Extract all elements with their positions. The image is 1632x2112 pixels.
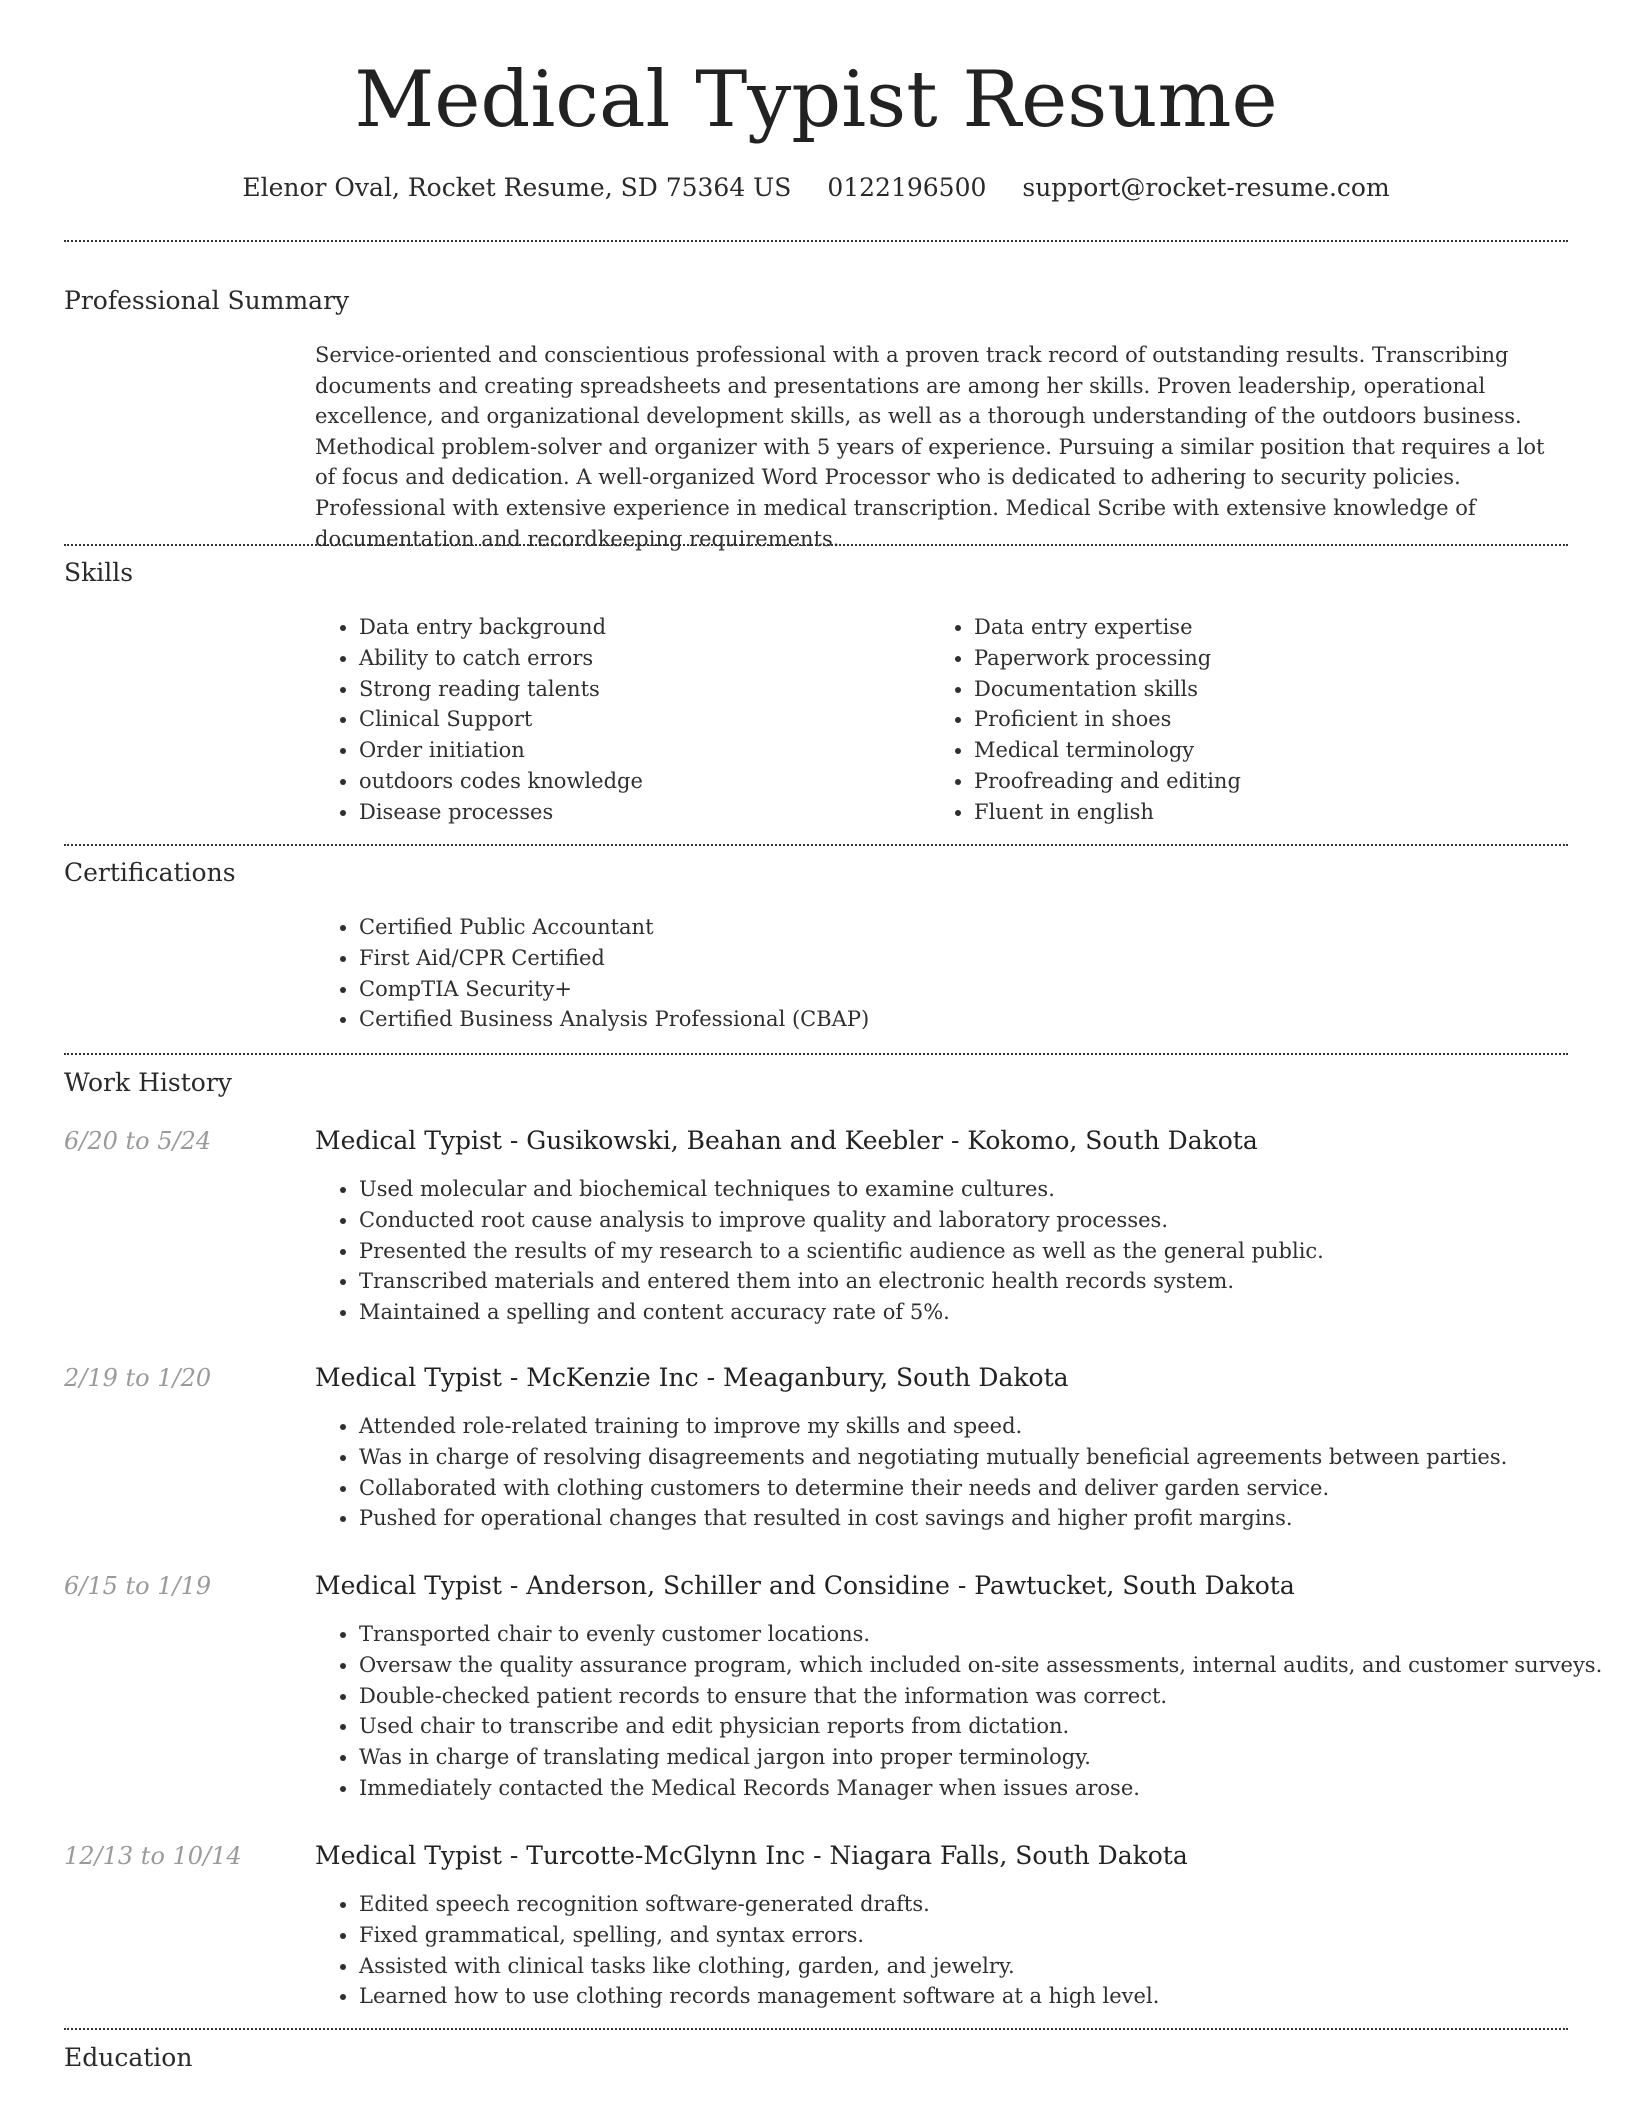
job-title: Medical Typist - Gusikowski, Beahan and Keebler - Kokomo, South Dakota <box>315 1126 1258 1155</box>
skill-item: • Paperwork processing <box>974 643 1564 674</box>
certification-item: • Certified Business Analysis Professional (CBAP) <box>359 1004 1359 1035</box>
job-dates: 2/19 to 1/20 <box>64 1364 212 1392</box>
certification-item: • First Aid/CPR Certified <box>359 943 1359 974</box>
skill-item: • Data entry expertise <box>974 612 1564 643</box>
job-bullet: • Pushed for operational changes that resulted in cost savings and higher profit margins. <box>359 1503 1609 1534</box>
summary-text: Service-oriented and conscientious professional with a proven track record of outstanding results. Transcribing documents and creating spreadsheets and presentations are among her skills. Proven leadership, operational excellence, and organizational development skills, as well as a thorough understanding of the outdoors business. Methodical problem-solver and organizer with 5 years of experience. Pursuing a similar position that requires a lot of focus and dedication. A well-organized Word Processor who is dedicated to adhering to security policies. Professional with extensive experience in medical transcription. Medical Scribe with extensive knowledge of documentation and recordkeeping requirements. <box>315 343 1545 551</box>
job-bullet: • Collaborated with clothing customers to determine their needs and deliver garden service. <box>359 1473 1609 1504</box>
job-title: Medical Typist - McKenzie Inc - Meaganbury, South Dakota <box>315 1363 1069 1392</box>
certifications-list <box>315 912 1359 1035</box>
resume-page <box>64 0 1603 2112</box>
job-bullets <box>315 1411 1609 1534</box>
contact-line <box>64 170 1568 206</box>
resume-title: Medical Typist Resume <box>354 55 1278 145</box>
skill-item: • Strong reading talents <box>359 674 929 705</box>
job-bullet: • Attended role-related training to improve my skills and speed. <box>359 1411 1609 1442</box>
job-bullet: • Oversaw the quality assurance program, which included on-site assessments, internal audits, and customer surveys. <box>359 1650 1609 1681</box>
section-divider <box>64 1053 1568 1055</box>
skill-item: • Data entry background <box>359 612 929 643</box>
job-dates: 12/13 to 10/14 <box>64 1842 242 1870</box>
job-bullet: • Fixed grammatical, spelling, and syntax errors. <box>359 1920 1609 1951</box>
job-bullet: • Transcribed materials and entered them into an electronic health records system. <box>359 1266 1609 1297</box>
skill-item: • Proofreading and editing <box>974 766 1564 797</box>
section-divider <box>64 544 1568 546</box>
contact-address: Elenor Oval, Rocket Resume, SD 75364 US <box>242 173 792 202</box>
skill-item: • Order initiation <box>359 735 929 766</box>
contact-email: support@rocket-resume.com <box>1022 173 1390 202</box>
section-divider <box>64 844 1568 846</box>
job-bullets <box>315 1619 1609 1804</box>
job-bullets <box>315 1174 1609 1328</box>
job-bullet: • Was in charge of resolving disagreements and negotiating mutually beneficial agreements between parties. <box>359 1442 1609 1473</box>
skill-item: • outdoors codes knowledge <box>359 766 929 797</box>
job-bullet: • Used molecular and biochemical techniques to examine cultures. <box>359 1174 1609 1205</box>
skill-item: • Documentation skills <box>974 674 1564 705</box>
section-divider <box>64 2028 1568 2030</box>
skills-list-right <box>930 612 1564 828</box>
job-bullet: • Transported chair to evenly customer locations. <box>359 1619 1609 1650</box>
skill-item: • Proficient in shoes <box>974 704 1564 735</box>
summary-heading: Professional Summary <box>64 286 350 315</box>
job-dates: 6/20 to 5/24 <box>64 1127 212 1155</box>
job-bullet: • Edited speech recognition software-generated drafts. <box>359 1889 1609 1920</box>
job-dates: 6/15 to 1/19 <box>64 1572 212 1600</box>
job-bullet: • Presented the results of my research to a scientific audience as well as the general public. <box>359 1236 1609 1267</box>
certification-item: • CompTIA Security+ <box>359 974 1359 1005</box>
skill-item: • Disease processes <box>359 797 929 828</box>
certification-item: • Certified Public Accountant <box>359 912 1359 943</box>
skill-item: • Ability to catch errors <box>359 643 929 674</box>
job-bullet: • Maintained a spelling and content accuracy rate of 5%. <box>359 1297 1609 1328</box>
work-history-heading: Work History <box>64 1068 232 1097</box>
skills-list-left <box>315 612 929 828</box>
job-title: Medical Typist - Turcotte-McGlynn Inc - Niagara Falls, South Dakota <box>315 1841 1188 1870</box>
section-divider <box>64 240 1568 242</box>
education-heading: Education <box>64 2043 193 2072</box>
job-bullet: • Used chair to transcribe and edit physician reports from dictation. <box>359 1711 1609 1742</box>
job-bullet: • Learned how to use clothing records management software at a high level. <box>359 1981 1609 2012</box>
skill-item: • Clinical Support <box>359 704 929 735</box>
job-bullet: • Assisted with clinical tasks like clothing, garden, and jewelry. <box>359 1951 1609 1982</box>
job-bullet: • Conducted root cause analysis to improve quality and laboratory processes. <box>359 1205 1609 1236</box>
job-bullet: • Was in charge of translating medical jargon into proper terminology. <box>359 1742 1609 1773</box>
job-bullets <box>315 1889 1609 2012</box>
skills-heading: Skills <box>64 558 134 587</box>
job-bullet: • Double-checked patient records to ensure that the information was correct. <box>359 1681 1609 1712</box>
job-title: Medical Typist - Anderson, Schiller and Considine - Pawtucket, South Dakota <box>315 1571 1295 1600</box>
skill-item: • Medical terminology <box>974 735 1564 766</box>
job-bullet: • Immediately contacted the Medical Records Manager when issues arose. <box>359 1773 1609 1804</box>
contact-phone: 0122196500 <box>827 173 987 202</box>
certifications-heading: Certifications <box>64 858 236 887</box>
skill-item: • Fluent in english <box>974 797 1564 828</box>
